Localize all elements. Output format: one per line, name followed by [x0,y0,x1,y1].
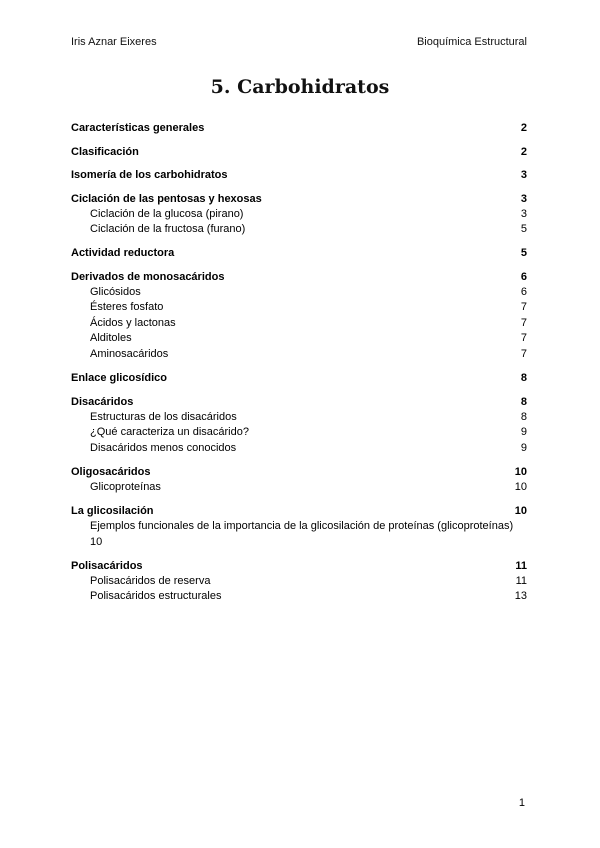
toc-subentry-page: 10 [90,535,103,548]
toc-subentry-page: 7 [520,316,527,329]
toc-entry-page: 3 [520,169,527,181]
toc-subentry-page: 9 [520,426,527,439]
toc-subentry[interactable] [71,347,527,363]
toc-entry[interactable] [71,167,527,183]
toc-subentry-label: Aminosacáridos [90,348,169,361]
toc-entry[interactable] [71,245,527,261]
header-author: Iris Aznar Eixeres [71,36,157,48]
toc-entry-page: 6 [520,270,527,283]
toc-section [71,167,527,183]
toc-subentry-page: 7 [520,332,527,345]
toc-entry[interactable] [71,558,527,574]
toc-section [71,269,527,363]
toc-subentry-label: Ciclación de la fructosa (furano) [90,223,246,236]
toc-section [71,503,527,550]
toc-subentry-label: Disacáridos menos conocidos [90,441,237,454]
toc-subentry[interactable] [71,300,527,316]
toc-entry[interactable] [71,269,527,285]
toc-subentry[interactable] [71,222,527,238]
document-title: 5. Carbohidratos [210,76,390,98]
toc-subentry[interactable] [71,574,527,590]
toc-subentry[interactable] [71,519,527,550]
toc-entry[interactable] [71,394,527,410]
toc-subentry-label: Glicoproteínas [90,480,161,493]
toc-subentry[interactable] [71,331,527,347]
toc-subentry[interactable] [71,425,527,441]
toc-subentry[interactable] [71,410,527,426]
toc-subentry[interactable] [71,480,527,496]
toc-subentry-label: Estructuras de los disacáridos [90,410,237,423]
toc-subentry[interactable] [71,207,527,223]
toc-entry-label: Clasificación [71,145,139,158]
toc-subentry-page: 10 [514,480,527,493]
toc-section [71,394,527,457]
toc-section [71,245,527,261]
toc-section [71,120,527,136]
toc-subentry-label: Glicósidos [90,285,141,298]
toc-entry-page: 2 [520,145,527,158]
toc-entry[interactable] [71,503,527,519]
toc-subentry-page: 3 [520,207,527,220]
toc-entry-label: Disacáridos [71,395,134,408]
toc-subentry-page: 6 [520,285,527,298]
toc-entry-label: Derivados de monosacáridos [71,270,225,283]
toc-subentry-label: Polisacáridos de reserva [90,574,211,587]
toc-entry-label: Oligosacáridos [71,465,151,478]
toc-entry[interactable] [71,191,527,207]
toc-subentry-label: Alditoles [90,332,132,345]
toc-section [71,558,527,605]
toc-subentry-page: 11 [515,574,527,587]
toc-entry[interactable] [71,370,527,386]
toc-subentry-label: Ejemplos funcionales de la importancia de la glicosilación de proteínas (glicoproteínas) [90,520,514,533]
toc-subentry-page: 13 [514,590,527,603]
toc-subentry[interactable] [71,441,527,457]
toc-entry-label: Características generales [71,122,205,134]
toc-entry-page: 10 [514,505,527,518]
page-header [71,36,527,48]
toc-section [71,464,527,496]
toc-entry-page: 10 [514,465,527,478]
toc-section [71,370,527,386]
toc-entry[interactable] [71,120,527,136]
toc-entry-label: La glicosilación [71,505,154,518]
toc-entry-page: 2 [520,122,527,134]
toc-section [71,144,527,160]
toc-subentry-page: 7 [520,301,527,314]
toc-entry-label: Enlace glicosídico [71,372,167,385]
toc-subentry-label: Ésteres fosfato [90,301,164,314]
toc-subentry-page: 9 [520,441,527,454]
toc-subentry-page: 7 [520,348,527,361]
toc-entry[interactable] [71,144,527,160]
toc-entry-page: 8 [520,372,527,385]
page-number: 1 [518,797,525,809]
toc-subentry[interactable] [71,316,527,332]
toc-entry-label: Actividad reductora [71,247,175,260]
toc-entry-page: 8 [520,395,527,408]
toc-subentry[interactable] [71,589,527,605]
toc-entry-label: Ciclación de las pentosas y hexosas [71,192,262,205]
toc-subentry-label: Ciclación de la glucosa (pirano) [90,207,244,220]
toc-entry[interactable] [71,464,527,480]
toc-subentry-label: Polisacáridos estructurales [90,590,222,603]
toc-subentry-label: ¿Qué caracteriza un disacárido? [90,426,249,439]
table-of-contents [71,120,527,612]
toc-entry-page: 11 [515,559,527,572]
toc-section [71,191,527,238]
toc-subentry[interactable] [71,285,527,301]
toc-subentry-page: 5 [520,223,527,236]
toc-entry-page: 3 [520,192,527,205]
toc-entry-label: Polisacáridos [71,559,143,572]
toc-entry-page: 5 [520,247,527,260]
header-subject: Bioquímica Estructural [416,36,527,48]
toc-subentry-label: Ácidos y lactonas [90,316,176,329]
toc-subentry-page: 8 [520,410,527,423]
toc-entry-label: Isomería de los carbohidratos [71,169,228,181]
